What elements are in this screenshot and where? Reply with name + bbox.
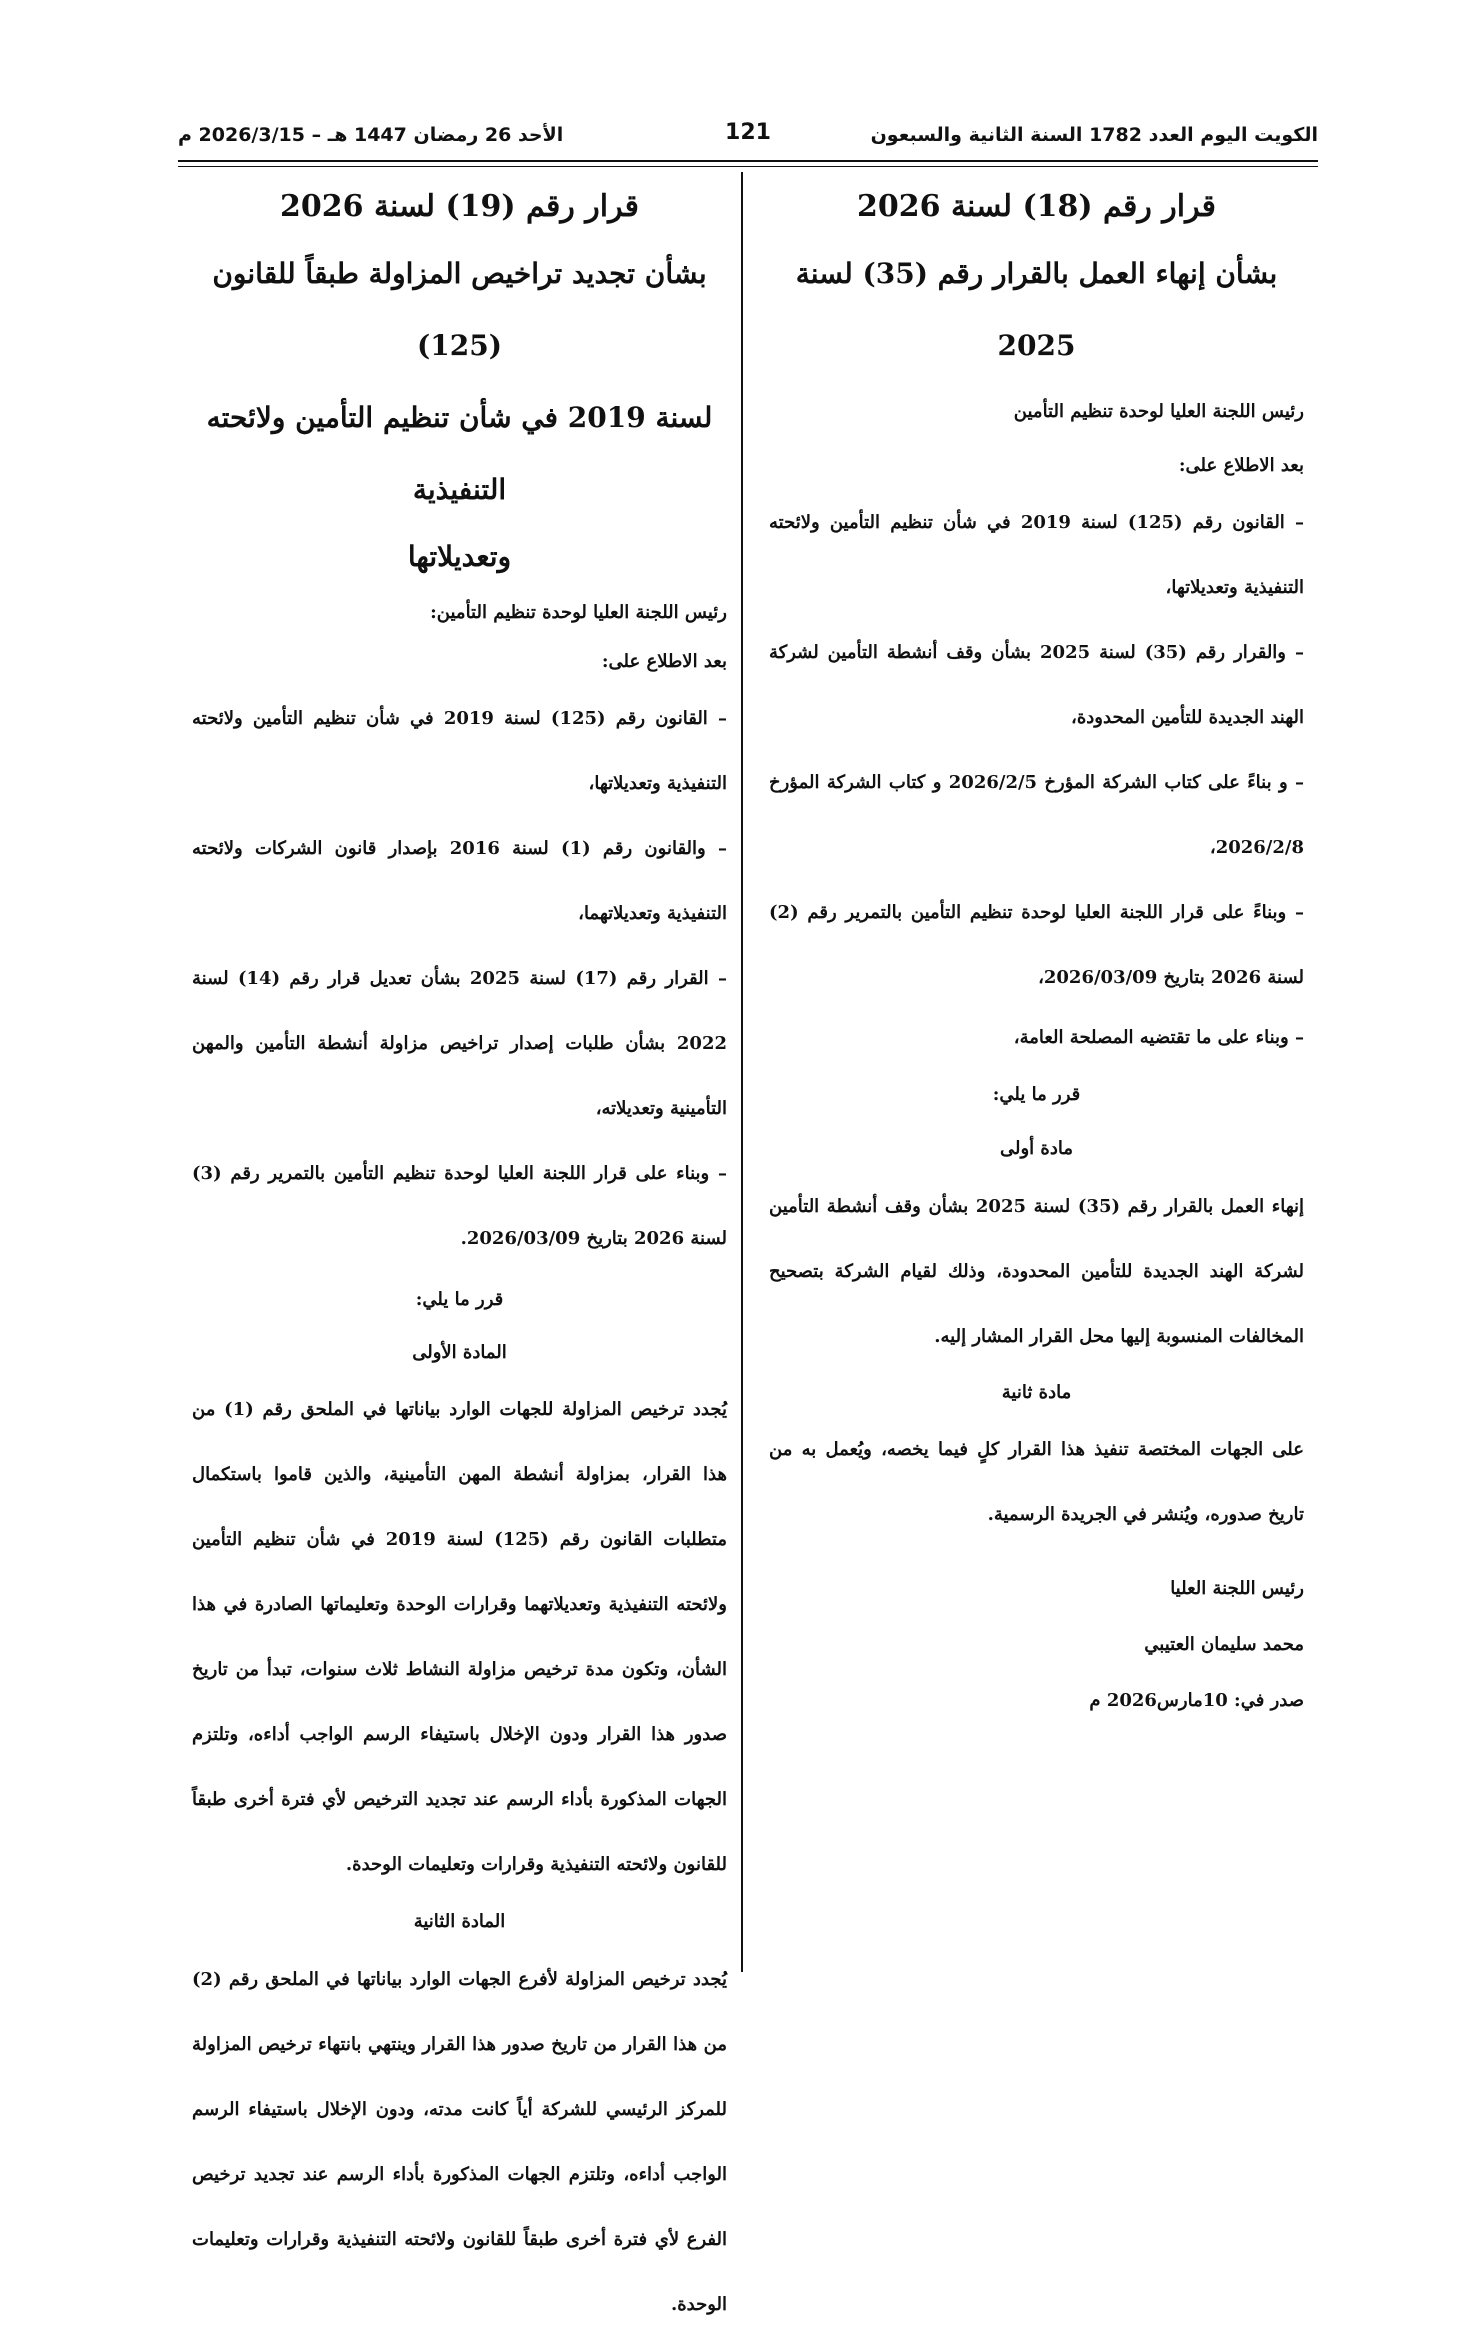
decision-19-subtitle-line: وتعديلاتها	[407, 540, 512, 573]
decision-18-article-2-title: مادة ثانية	[1001, 1382, 1072, 1403]
page-number: 121	[725, 120, 771, 145]
decision-19-article-1-text: يُجدد ترخيص المزاولة للجهات الوارد بياناتها في الملحق رقم (1) من هذا القرار، بمزاولة أنشطة المهن التأمينية، والذين قاموا باستكمال متطلبات القانون رقم (125) لسنة 2019 في شأن تنظيم التأمين ولائحته التنفيذية وتعديلاتهما وقرارات الوحدة وتعليماتها الصادرة في هذا الشأن، وتكون مدة ترخيص مزاولة النشاط ثلاث سنوات، تبدأ من تاريخ صدور هذا القرار ودون الإخلال باستيفاء الرسم الواجب أداءه، وتلتزم الجهات المذكورة بأداء الرسم عند تجديد الترخيص لأي فترة أخرى طبقاً للقانون ولائحته التنفيذية وقرارات وتعليمات الوحدة.	[192, 1399, 727, 1875]
decision-18-item: – وبناء على ما تقتضيه المصلحة العامة،	[1013, 1027, 1304, 1048]
decision-18-article-1-title: مادة أولى	[999, 1138, 1074, 1159]
decision-18-item: – والقرار رقم (35) لسنة 2025 بشأن وقف أنشطة التأمين لشركة الهند الجديدة للتأمين المحدودة،	[769, 642, 1304, 728]
decision-18-subtitle: بشأن إنهاء العمل بالقرار رقم (35) لسنة 2025	[795, 257, 1278, 362]
signatory-title: رئيس اللجنة العليا	[1170, 1578, 1304, 1599]
decision-19-item: – القانون رقم (125) لسنة 2019 في شأن تنظيم التأمين ولائحته التنفيذية وتعديلاتها،	[192, 708, 727, 794]
decision-18-item: – وبناءً على قرار اللجنة العليا لوحدة تنظيم التأمين بالتمرير رقم (2) لسنة 2026 بتاريخ 2026/03/09،	[769, 902, 1304, 988]
decision-19-subtitle-line: بشأن تجديد تراخيص المزاولة طبقاً للقانون (125)	[212, 257, 707, 362]
decision-19-decided: قرر ما يلي:	[415, 1289, 504, 1310]
decision-19-item: – والقانون رقم (1) لسنة 2016 بإصدار قانون الشركات ولائحته التنفيذية وتعديلاتهما،	[192, 838, 727, 924]
column-divider	[741, 172, 743, 1972]
decision-18-item: – القانون رقم (125) لسنة 2019 في شأن تنظيم التأمين ولائحته التنفيذية وتعديلاتها،	[769, 512, 1304, 598]
decision-19-after-review: بعد الاطلاع على:	[601, 651, 727, 672]
decision-19	[192, 176, 727, 2337]
decision-19-item: – وبناء على قرار اللجنة العليا لوحدة تنظيم التأمين بالتمرير رقم (3) لسنة 2026 بتاريخ 2026/03/09.	[192, 1163, 727, 1249]
issue-info: الكويت اليوم العدد 1782 السنة الثانية والسبعون	[870, 124, 1318, 146]
decision-19-article-2-text: يُجدد ترخيص المزاولة لأفرع الجهات الوارد بياناتها في الملحق رقم (2) من هذا القرار من تاريخ صدور هذا القرار وينتهي بانتهاء ترخيص المزاولة للمركز الرئيسي للشركة أياً كانت مدته، ودون الإخلال باستيفاء الرسم الواجب أداءه، وتلتزم الجهات المذكورة بأداء الرسم عند تجديد ترخيص الفرع لأي فترة أخرى طبقاً للقانون ولائحته التنفيذية وقرارات وتعليمات الوحدة.	[192, 1969, 727, 2315]
decision-18-title: قرار رقم (18) لسنة 2026	[857, 189, 1216, 224]
decision-18	[769, 176, 1304, 1729]
decision-19-article-2-title: المادة الثانية	[413, 1911, 506, 1932]
decision-18-article-1-text: إنهاء العمل بالقرار رقم (35) لسنة 2025 بشأن وقف أنشطة التأمين لشركة الهند الجديدة للتأمين المحدودة، وذلك لقيام الشركة بتصحيح المخالفات المنسوبة إليها محل القرار المشار إليه.	[769, 1196, 1304, 1347]
page-header	[178, 118, 1318, 158]
header-rule-thin	[178, 166, 1318, 167]
decision-19-subtitle-line: لسنة 2019 في شأن تنظيم التأمين ولائحته التنفيذية	[206, 401, 713, 506]
decision-18-decided: قرر ما يلي:	[992, 1084, 1081, 1105]
signatory-name: محمد سليمان العتيبي	[1144, 1634, 1304, 1655]
decision-18-item: – و بناءً على كتاب الشركة المؤرخ 2026/2/5 و كتاب الشركة المؤرخ 2026/2/8،	[769, 772, 1304, 858]
decision-19-title: قرار رقم (19) لسنة 2026	[280, 189, 639, 224]
decision-18-after-review: بعد الاطلاع على:	[1178, 455, 1304, 476]
decision-18-article-2-text: على الجهات المختصة تنفيذ هذا القرار كلٍ فيما يخصه، ويُعمل به من تاريخ صدوره، ويُنشر في الجريدة الرسمية.	[769, 1439, 1304, 1525]
decision-19-article-1-title: المادة الأولى	[412, 1342, 507, 1363]
header-rule	[178, 160, 1318, 162]
issue-date: الأحد 26 رمضان 1447 هـ – 2026/3/15 م	[178, 124, 564, 146]
decision-19-item: – القرار رقم (17) لسنة 2025 بشأن تعديل قرار رقم (14) لسنة 2022 بشأن طلبات إصدار تراخيص مزاولة أنشطة التأمين والمهن التأمينية وتعديلاته،	[192, 968, 727, 1119]
decision-18-issuer: رئيس اللجنة العليا لوحدة تنظيم التأمين	[1013, 401, 1304, 422]
issue-date-line: صدر في: 10مارس2026 م	[1089, 1690, 1304, 1711]
decision-19-issuer: رئيس اللجنة العليا لوحدة تنظيم التأمين:	[430, 602, 727, 623]
